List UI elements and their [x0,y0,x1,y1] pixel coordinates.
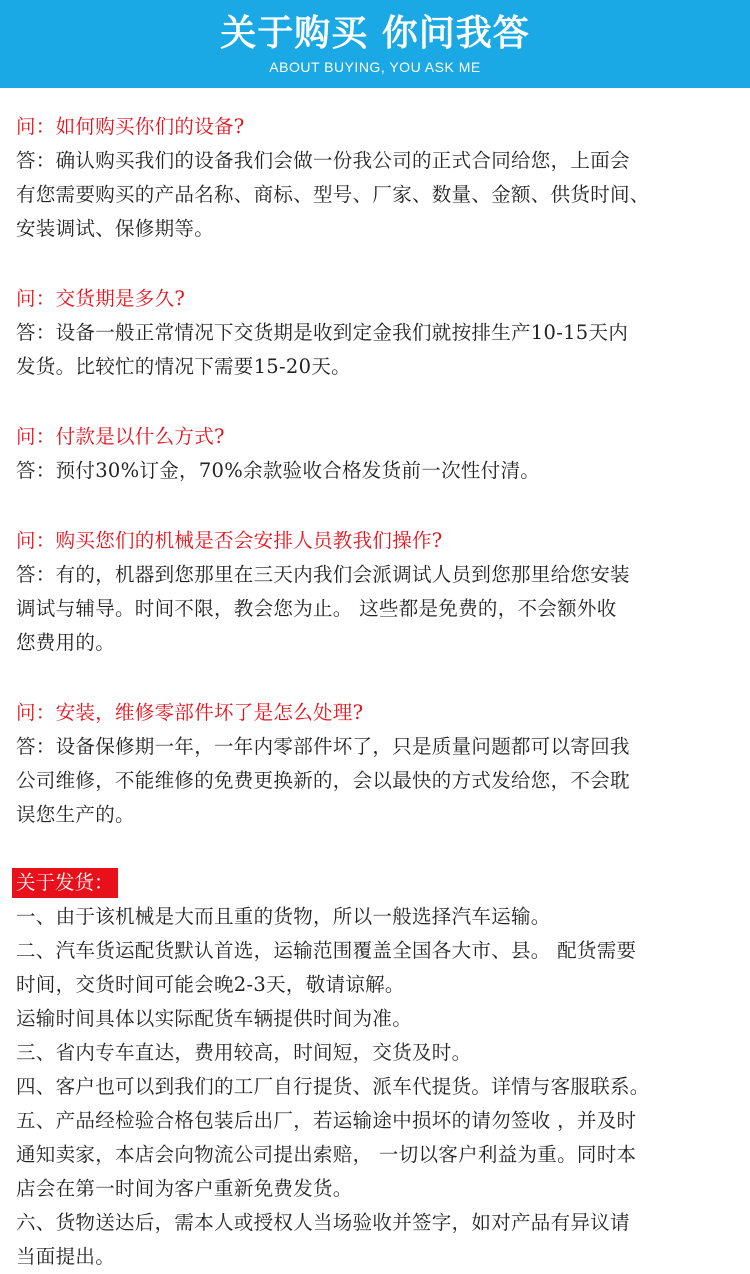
question: 问：安装，维修零部件坏了是怎么处理? [16,701,364,724]
page-subtitle: ABOUT BUYING, YOU ASK ME [269,59,481,75]
answer-line: 答：设备保修期一年，一年内零部件坏了，只是质量问题都可以寄回我 [16,735,630,758]
question: 问：付款是以什么方式? [16,425,225,448]
qa-item [16,420,734,488]
answer-line: 您费用的。 [16,631,116,654]
question: 问：交货期是多久? [16,287,186,310]
shipping-line: 六、货物送达后，需本人或授权人当场验收并签字，如对产品有异议请 [16,1211,630,1234]
answer-line: 公司维修，不能维修的免费更换新的，会以最快的方式发给您，不会耽 [16,769,630,792]
header-banner [0,0,750,88]
answer-line: 答：有的，机器到您那里在三天内我们会派调试人员到您那里给您安装 [16,563,630,586]
answer-line: 发货。比较忙的情况下需要15-20天。 [16,355,351,378]
shipping-line: 三、省内专车直达，费用较高，时间短，交货及时。 [16,1041,472,1064]
page-title: 关于购买 你问我答 [220,13,530,54]
shipping-line: 五、产品经检验合格包装后出厂，若运输途中损坏的请勿签收 ，并及时 [16,1109,637,1132]
faq-content [0,88,750,1274]
answer-line: 安装调试、保修期等。 [16,217,215,240]
answer-line: 有您需要购买的产品名称、商标、型号、厂家、数量、金额、供货时间、 [16,183,650,206]
answer-line: 答：确认购买我们的设备我们会做一份我公司的正式合同给您，上面会 [16,149,630,172]
shipping-line: 一、由于该机械是大而且重的货物，所以一般选择汽车运输。 [16,905,551,928]
answer-line: 误您生产的。 [16,803,135,826]
answer-line: 答：设备一般正常情况下交货期是收到定金我们就按排生产10-15天内 [16,321,629,344]
question: 问：如何购买你们的设备? [16,115,245,138]
qa-item [16,110,734,246]
shipping-line: 通知卖家，本店会向物流公司提出索赔， 一切以客户利益为重。同时本 [16,1143,637,1166]
shipping-line: 运输时间具体以实际配货车辆提供时间为准。 [16,1007,413,1030]
qa-item [16,696,734,832]
shipping-line: 当面提出。 [16,1245,116,1268]
shipping-line: 店会在第一时间为客户重新免费发货。 [16,1177,353,1200]
shipping-title-badge: 关于发货： [12,868,118,898]
shipping-section [16,868,734,1274]
shipping-line: 四、客户也可以到我们的工厂自行提货、派车代提货。详情与客服联系。 [16,1075,650,1098]
question: 问：购买您们的机械是否会安排人员教我们操作? [16,529,443,552]
shipping-line: 二、汽车货运配货默认首选，运输范围覆盖全国各大市、县。 配货需要 [16,939,637,962]
qa-item [16,282,734,384]
answer-line: 调试与辅导。时间不限，教会您为止。 这些都是免费的，不会额外收 [16,597,617,620]
shipping-line: 时间，交货时间可能会晚2-3天，敬请谅解。 [16,973,405,996]
answer-line: 答：预付30%订金，70%余款验收合格发货前一次性付清。 [16,459,541,482]
qa-item [16,524,734,660]
